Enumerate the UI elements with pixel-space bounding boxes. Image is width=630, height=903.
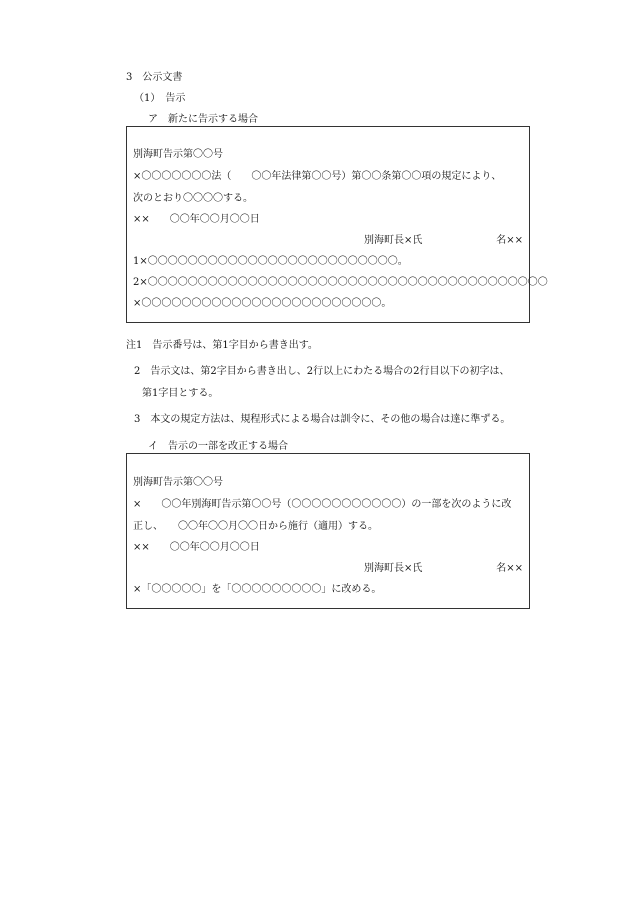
example-box-new-notice xyxy=(126,126,548,323)
signer-title: 別海町長×氏 xyxy=(364,235,423,246)
amendment-line: ×「〇〇〇〇〇」を「〇〇〇〇〇〇〇〇〇」に改める。 xyxy=(133,584,382,595)
subsection-heading: （1） 告示 xyxy=(134,93,186,104)
section-a-title: ア 新たに告示する場合 xyxy=(148,114,258,125)
example-box-amendment xyxy=(126,453,530,609)
section-b-title: イ 告示の一部を改正する場合 xyxy=(148,441,288,452)
notice-number: 別海町告示第〇〇号 xyxy=(133,149,223,160)
signer-name: 名×× xyxy=(496,235,523,246)
notice-body-line: 次のとおり〇〇〇〇する。 xyxy=(133,193,253,204)
note-1: 注1 告示番号は、第1字目から書き出す。 xyxy=(126,340,318,351)
note-3: 3 本文の規定方法は、規程形式による場合は訓令に、その他の場合は達に準ずる。 xyxy=(134,414,511,425)
notice-body-line: ×〇〇〇〇〇〇〇法（ 〇〇年法律第〇〇号）第〇〇条第〇〇項の規定により、 xyxy=(133,171,502,182)
note-2-continued: 第1字目とする。 xyxy=(142,388,219,399)
notice-number: 別海町告示第〇〇号 xyxy=(133,477,223,488)
notice-body-line: × 〇〇年別海町告示第〇〇号（〇〇〇〇〇〇〇〇〇〇〇）の一部を次のように改 xyxy=(133,499,512,510)
section-heading: 3 公示文書 xyxy=(126,72,183,83)
signer-name: 名×× xyxy=(496,563,523,574)
note-2: 2 告示文は、第2字目から書き出し、2行以上にわたる場合の2行目以下の初字は、 xyxy=(134,366,510,377)
signer-title: 別海町長×氏 xyxy=(364,563,423,574)
notice-date: ×× 〇〇年〇〇月〇〇日 xyxy=(133,214,260,225)
notice-item: 2×〇〇〇〇〇〇〇〇〇〇〇〇〇〇〇〇〇〇〇〇〇〇〇〇〇〇〇〇〇〇〇〇〇〇〇〇〇〇〇〇 xyxy=(133,277,548,288)
notice-item: 1×〇〇〇〇〇〇〇〇〇〇〇〇〇〇〇〇〇〇〇〇〇〇〇〇〇。 xyxy=(133,256,408,267)
notice-date: ×× 〇〇年〇〇月〇〇日 xyxy=(133,542,260,553)
notice-item: ×〇〇〇〇〇〇〇〇〇〇〇〇〇〇〇〇〇〇〇〇〇〇〇〇。 xyxy=(133,298,392,309)
notice-body-line: 正し、 〇〇年〇〇月〇〇日から施行（適用）する。 xyxy=(133,521,378,532)
